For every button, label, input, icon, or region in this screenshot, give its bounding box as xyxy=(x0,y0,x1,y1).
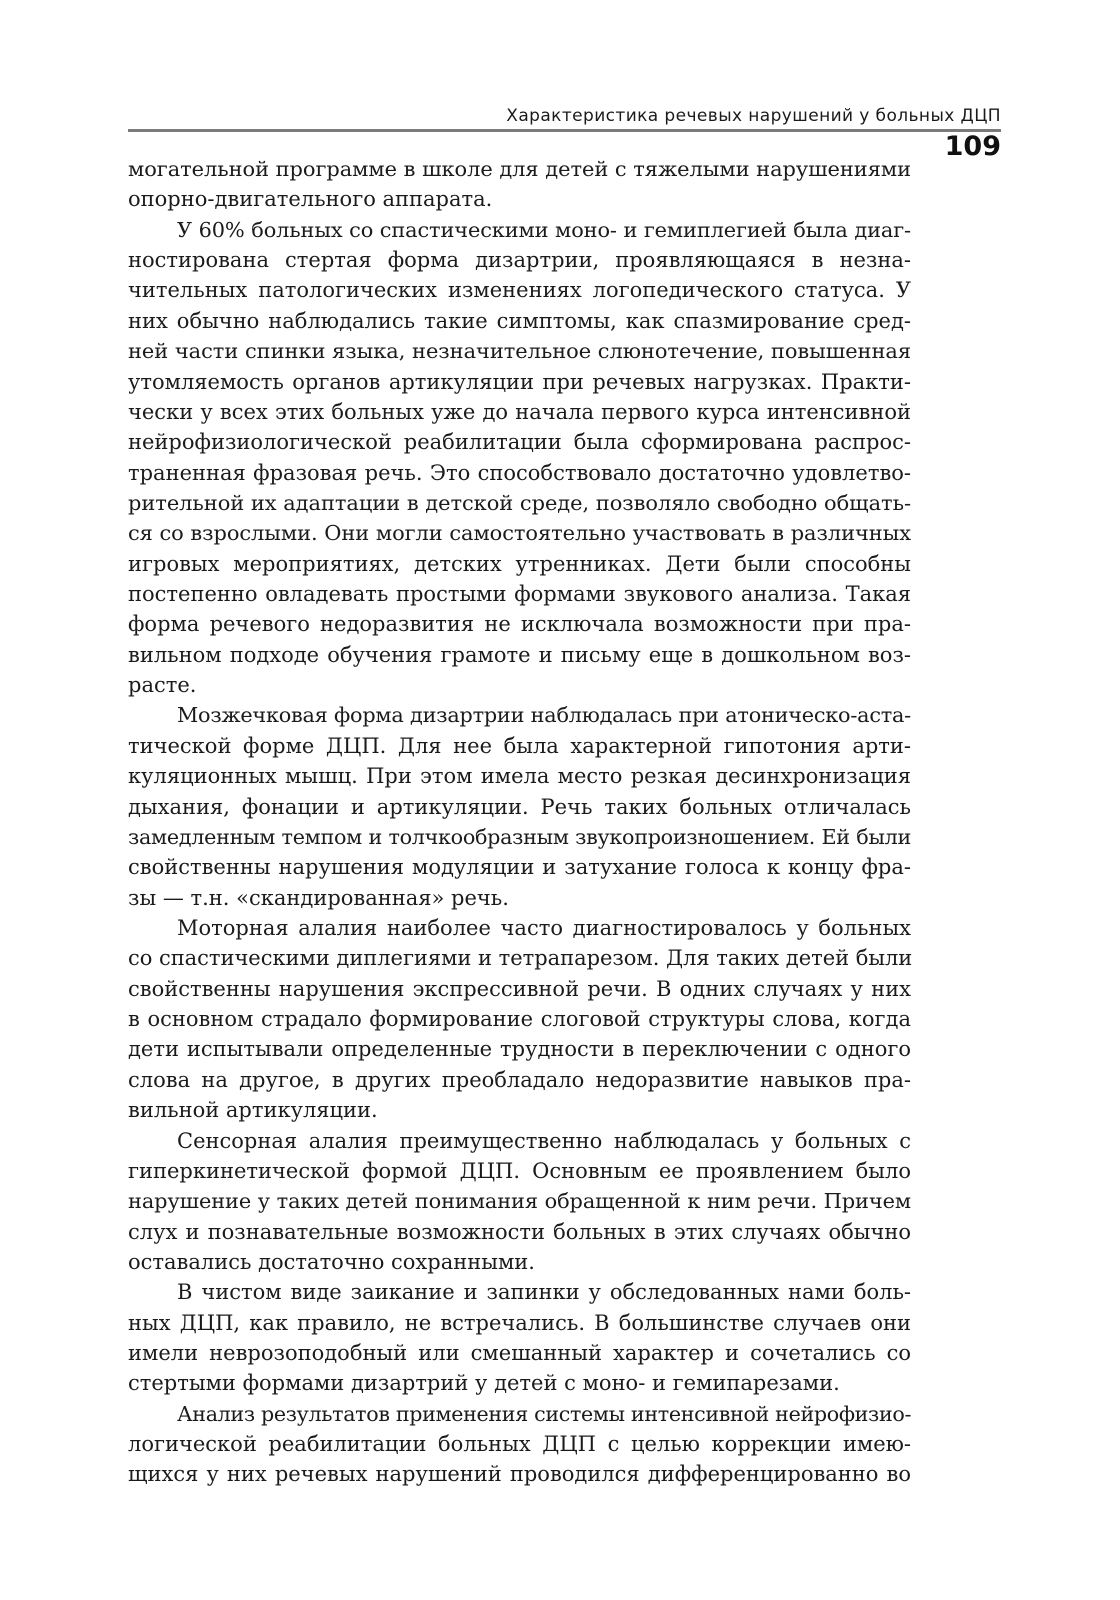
text-line: дыхания, фонации и артикуляции. Речь таких больных отличалась xyxy=(128,794,911,819)
text-line: постепенно овладевать простыми формами звукового анализа. Такая xyxy=(128,582,911,607)
text-line: вильном подходе обучения грамоте и письму еще в дошкольном воз- xyxy=(128,642,911,667)
text-line: вильной артикуляции. xyxy=(128,1098,378,1123)
text-line: Мозжечковая форма дизартрии наблюдалась при атоническо-аста- xyxy=(177,703,911,728)
text-line: слух и познавательные возможности больных в этих случаях обычно xyxy=(128,1219,911,1244)
text-line: в основном страдало формирование слоговой структуры слова, когда xyxy=(128,1007,911,1032)
text-line: нейрофизиологической реабилитации была сформирована распрос- xyxy=(128,430,911,455)
text-line: логической реабилитации больных ДЦП с целью коррекции имею- xyxy=(128,1432,911,1457)
text-line: имели неврозоподобный или смешанный характер и сочетались со xyxy=(128,1341,911,1366)
text-line: со спастическими диплегиями и тетрапарезом. Для таких детей были xyxy=(128,946,913,971)
body-text xyxy=(128,154,911,1490)
text-line: слова на другое, в других преобладало недоразвитие навыков пра- xyxy=(128,1067,911,1092)
text-line: дети испытывали определенные трудности в переключении с одного xyxy=(128,1037,911,1062)
text-line: могательной программе в школе для детей с тяжелыми нарушениями xyxy=(128,157,911,181)
text-line: траненная фразовая речь. Это способствовало достаточно удовлетво- xyxy=(128,460,911,485)
text-line: замедленным темпом и толчкообразным звукопроизношением. Ей были xyxy=(128,824,911,849)
text-line: стертыми формами дизартрий у детей с моно- и гемипарезами. xyxy=(128,1371,840,1396)
header-rule xyxy=(128,129,1001,132)
text-line: ных ДЦП, как правило, не встречались. В большинстве случаев они xyxy=(128,1310,911,1335)
text-line: игровых мероприятиях, детских утренниках. Дети были способны xyxy=(128,551,911,576)
text-line: утомляемость органов артикуляции при речевых нагрузках. Практи- xyxy=(128,369,911,394)
text-line: свойственны нарушения модуляции и затухание голоса к концу фра- xyxy=(128,855,911,880)
text-line: Моторная алалия наиболее часто диагностировалось у больных xyxy=(177,915,911,940)
text-line: нарушение у таких детей понимания обращенной к ним речи. Причем xyxy=(128,1189,911,1214)
text-line: ней части спинки языка, незначительное слюнотечение, повышенная xyxy=(128,339,911,364)
text-line: чительных патологических изменениях логопедического статуса. У xyxy=(128,278,911,303)
text-line: них обычно наблюдались такие симптомы, как спазмирование сред- xyxy=(128,308,911,333)
text-line: щихся у них речевых нарушений проводился дифференцированно во xyxy=(128,1462,911,1487)
text-line: оставались достаточно сохранными. xyxy=(128,1249,535,1274)
text-line: расте. xyxy=(128,673,197,698)
text-line: опорно-двигательного аппарата. xyxy=(128,187,493,212)
text-line: рительной их адаптации в детской среде, позволяло свободно общать- xyxy=(128,490,911,515)
page-number: 109 xyxy=(944,131,1001,162)
text-line: ностирована стертая форма дизартрии, проявляющаяся в незна- xyxy=(128,248,911,273)
text-line: свойственны нарушения экспрессивной речи. В одних случаях у них xyxy=(128,976,911,1001)
running-header-title: Характеристика речевых нарушений у больных ДЦП xyxy=(506,106,1001,126)
text-line: чески у всех этих больных уже до начала первого курса интенсивной xyxy=(128,399,911,424)
text-line: Сенсорная алалия преимущественно наблюдалась у больных с xyxy=(177,1128,911,1153)
text-line: куляционных мышц. При этом имела место резкая десинхронизация xyxy=(128,764,911,789)
text-line: гиперкинетической формой ДЦП. Основным ее проявлением было xyxy=(128,1158,911,1183)
text-line: тической форме ДЦП. Для нее была характерной гипотония арти- xyxy=(128,733,911,758)
text-line: форма речевого недоразвития не исключала возможности при пра- xyxy=(128,612,911,637)
text-line: У 60% больных со спастическими моно- и гемиплегией была диаг- xyxy=(177,217,911,242)
text-line: ся со взрослыми. Они могли самостоятельно участвовать в различных xyxy=(128,521,911,546)
text-line: зы — т.н. «скандированная» речь. xyxy=(128,885,509,910)
text-line: Анализ результатов применения системы интенсивной нейрофизио- xyxy=(177,1401,912,1426)
text-line: В чистом виде заикание и запинки у обследованных нами боль- xyxy=(177,1280,911,1305)
